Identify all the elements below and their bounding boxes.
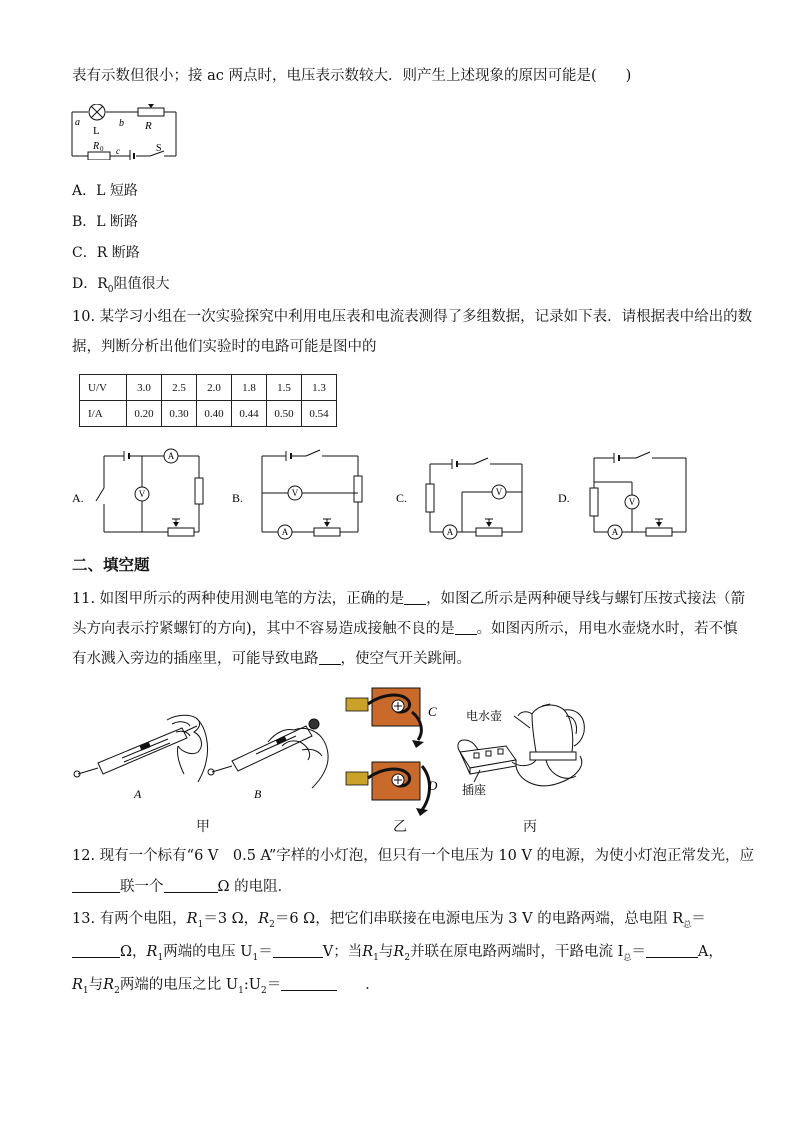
option-label-d: D.	[558, 491, 570, 505]
option-label-b: B.	[232, 491, 244, 505]
row-label: I/A	[80, 401, 127, 427]
resistor-r0-symbol	[88, 152, 110, 160]
table-cell: 0.54	[302, 401, 337, 427]
table-cell: 2.0	[197, 375, 232, 401]
figure-label-a: A	[134, 787, 142, 801]
circuit-b	[262, 450, 362, 539]
caption-jia: 甲	[196, 820, 210, 835]
blank	[319, 649, 341, 665]
option-label-c: C.	[396, 491, 408, 505]
rheostat-symbol	[138, 108, 164, 116]
q9-circuit-diagram	[70, 104, 182, 160]
svg-text:0: 0	[100, 145, 104, 153]
ammeter-label: A	[281, 527, 289, 537]
table-cell: 0.40	[197, 401, 232, 427]
electric-kettle	[518, 704, 584, 760]
row-label: U/V	[80, 375, 127, 401]
voltmeter-label: V	[291, 488, 299, 498]
screw-terminal-c	[346, 688, 424, 748]
circuit-a	[96, 456, 203, 536]
q11-text-line3: 有水溅入旁边的插座里，可能导致电路 ，使空气开关跳闸。	[72, 651, 471, 667]
lamp-symbol	[89, 104, 105, 120]
label-R0: R	[93, 141, 100, 152]
q9-text: 表有示数但很小；接 ac 两点时，电压表示数较大．则产生上述现象的原因可能是( )	[72, 68, 632, 84]
label-L: L	[93, 125, 100, 137]
q10-circuit-options	[66, 448, 726, 548]
option-label-a: A.	[72, 491, 84, 505]
voltmeter-label: V	[628, 497, 636, 507]
table-cell: 1.3	[302, 375, 337, 401]
label-a: a	[75, 117, 80, 128]
q10-data-table	[79, 374, 337, 427]
q12-text-line1: 12. 现有一个标有“6 V 0.5 A”字样的小灯泡，但只有一个电压为 10 V 的电源，为使小灯泡正常发光，应	[72, 848, 755, 864]
kettle-socket-figure	[456, 696, 606, 806]
q13-text-line2: Ω，$R_1$两端的电压 $U_1= V$；当$R_1$与$R_2$并联在原电路两端时，干路电流 $I_总= A$，	[72, 942, 723, 968]
figure-label-b: B	[254, 787, 262, 801]
table-cell: 1.8	[232, 375, 267, 401]
blank	[273, 942, 323, 958]
blank	[72, 942, 120, 958]
circuit-c	[426, 458, 522, 539]
socket-label: 插座	[462, 783, 487, 797]
table-cell: 0.44	[232, 401, 267, 427]
table-cell: 3.0	[127, 375, 162, 401]
ammeter-label: A	[167, 451, 175, 461]
blank	[164, 877, 218, 893]
figure-label-d: D	[428, 778, 438, 793]
q11-text-line2: 头方向表示拧紧螺钉的方向)，其中不容易造成接触不良的是 。如图丙所示，用电水壶烧水时，若不慎	[72, 621, 738, 637]
q13-text-line3: $R_1$与$R_2$两端的电压之比 $U_1:U_2=$ ．	[72, 977, 380, 996]
blank	[404, 589, 426, 605]
test-pen-b	[208, 719, 328, 788]
table-cell: 0.20	[127, 401, 162, 427]
q9-option-c: C．R 断路	[72, 245, 140, 261]
table-cell: 0.50	[267, 401, 302, 427]
q11-text-line1: 11. 如图甲所示的两种使用测电笔的方法，正确的是 ，如图乙所示是两种硬导线与螺钉压按式接法（箭	[72, 591, 746, 607]
table-row	[80, 401, 337, 427]
test-pen-figure	[72, 706, 340, 806]
blank	[455, 619, 477, 635]
q12-text-line2: 联一个 Ω 的电阻．	[72, 877, 292, 897]
table-cell: 1.5	[267, 375, 302, 401]
q9-option-a: A．L 短路	[72, 183, 138, 199]
q9-option-d: D．$R_0$阻值很大	[72, 276, 170, 295]
table-cell: 2.5	[162, 375, 197, 401]
ammeter-label: A	[611, 527, 619, 537]
kettle-label: 电水壶	[466, 709, 503, 723]
q10-text-line2: 据，判断分析出他们实验时的电路可能是图中的	[72, 339, 377, 355]
q10-text-line1: 10. 某学习小组在一次实验探究中利用电压表和电流表测得了多组数据，记录如下表．请根据表中给出的数	[72, 309, 753, 325]
wire-screw-figure	[342, 686, 452, 816]
screw-terminal-d	[346, 762, 430, 816]
voltmeter-label: V	[495, 487, 503, 497]
figure-label-c: C	[428, 704, 437, 719]
label-R: R	[145, 120, 152, 132]
section-title: 二、填空题	[72, 556, 150, 574]
circuit-d	[590, 452, 686, 539]
ammeter-label: A	[446, 527, 454, 537]
label-b: b	[119, 118, 124, 129]
blank	[281, 975, 337, 991]
blank	[646, 942, 698, 958]
label-S: S	[156, 143, 162, 154]
table-row	[80, 375, 337, 401]
q9-option-b: B．L 断路	[72, 214, 139, 230]
q13-text-line1: 13. 有两个电阻，$R_1=3$ Ω，$R_2=6$ Ω，把它们串联接在电源电压为 3 V 的电路两端，总电阻 $R_总=$	[72, 911, 706, 930]
table-cell: 0.30	[162, 401, 197, 427]
caption-yi: 乙	[393, 820, 407, 835]
caption-bing: 丙	[523, 820, 537, 835]
label-c: c	[116, 146, 120, 156]
power-socket	[460, 746, 516, 774]
blank	[72, 877, 120, 893]
voltmeter-label: V	[138, 489, 146, 499]
